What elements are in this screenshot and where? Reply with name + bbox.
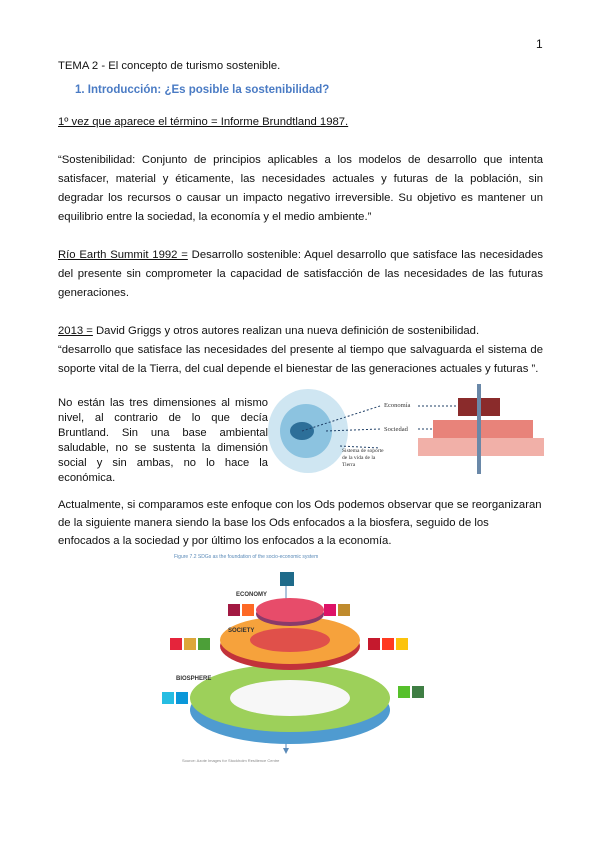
sdg14-icon (176, 692, 188, 704)
biosphere-hole (230, 680, 350, 716)
economy-label: ECONOMY (236, 592, 268, 598)
sociedad-label: Sociedad (384, 426, 408, 433)
sdg6-icon (162, 692, 174, 704)
sdg7-icon (396, 638, 408, 650)
griggs-quote: “desarrollo que satisface las necesidades del presente al tiempo que salvaguarda el sistema de soporte vital de la Tierra, del cual depende el bienestar de las generaciones actuales y futuras ”. (58, 344, 543, 375)
sdg12-icon (338, 604, 350, 616)
figure-caption: Figure 7.2 SDGs as the foundation of the socio-economic system (174, 554, 319, 560)
griggs-label: 2013 = (58, 325, 93, 337)
sdg9-icon (242, 604, 254, 616)
sdg4-icon (368, 638, 380, 650)
sdg2-icon (184, 638, 196, 650)
griggs-paragraph (58, 322, 543, 341)
economy-top (256, 598, 324, 622)
page-number: 1 (536, 37, 543, 51)
life-support-label: Sistema de soporte de la vida de la Tierra (342, 448, 384, 468)
rio-paragraph (58, 246, 543, 303)
sustainability-quote: “Sostenibilidad: Conjunto de principios aplicables a los modelos de desarrollo que intenta satisfacer, material y éticamente, las necesidades actuales y futuras de la población, sin degradar los recursos o causar un impacto negativo irreversible. Su objetivo es mantener un equilibrio entre la sociedad, la economía y el medio ambiente.” (58, 154, 543, 223)
axis-pole (477, 384, 481, 474)
sdg-wedding-cake-figure (162, 548, 430, 768)
sdg17-icon (280, 572, 294, 586)
figure-source: Source: Azote Images for Stockholm Resilience Centre (182, 758, 280, 763)
economia-label: Economía (384, 402, 411, 409)
sdg5-icon (382, 638, 394, 650)
first-use-line: 1º vez que aparece el término = Informe Brundtland 1987. (58, 116, 349, 128)
sdg15-icon (398, 686, 410, 698)
sdg1-icon (170, 638, 182, 650)
sustainability-dimensions-figure (268, 376, 546, 484)
sdg-cake-diagram (162, 548, 430, 768)
griggs-text: David Griggs y otros autores realizan una nueva definición de sostenibilidad. (92, 325, 480, 337)
section-heading: 1. Introducción: ¿Es posible la sostenibilidad? (75, 84, 330, 96)
rio-label: Río Earth Summit 1992 = (58, 249, 188, 261)
sdg10-icon (324, 604, 336, 616)
side-paragraph: No están las tres dimensiones al mismo nivel, al contrario de lo que decía Bruntland. Sin una base ambiental saludable, no se sustenta la dimensión social y sin ambas, no lo hace la económica. (58, 397, 268, 484)
document-title: TEMA 2 - El concepto de turismo sostenible. (58, 60, 281, 72)
biosphere-label: BIOSPHERE (176, 676, 212, 682)
sdg8-icon (228, 604, 240, 616)
sdg13-icon (412, 686, 424, 698)
society-inner (250, 628, 330, 652)
actual-paragraph: Actualmente, si comparamos este enfoque con los Ods podemos observar que se reorganizaran de la siguiente manera siendo la base los Ods enfocados a la biosfera, seguido de los enfocados a la sociedad y por último los enfocados a la economía. (58, 499, 542, 547)
rio-text: Desarrollo sostenible: Aquel desarrollo que satisface las necesidades del presente sin comprometer la capacidad de satisfacción de las necesidades de las futuras generaciones. (58, 249, 543, 299)
society-label: SOCIETY (228, 628, 255, 634)
society-bar (433, 420, 533, 438)
sdg3-icon (198, 638, 210, 650)
